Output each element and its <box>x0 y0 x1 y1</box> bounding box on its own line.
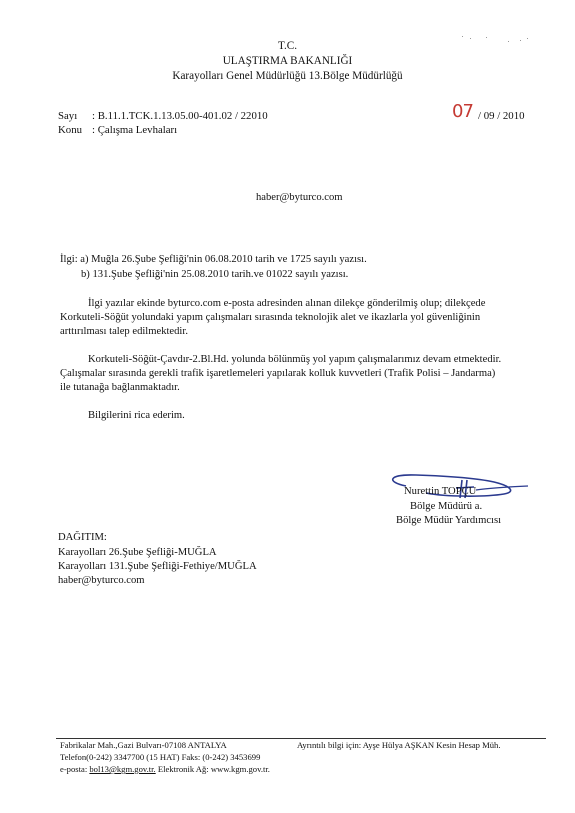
country-heading: T.C. <box>277 40 298 52</box>
footer-email-link[interactable]: bol13@kgm.gov.tr. <box>89 764 156 774</box>
distribution-heading: DAĞITIM: <box>58 532 107 543</box>
footer-email-label: e-posta: <box>60 764 88 774</box>
closing-line: Bilgilerini rica ederim. <box>88 410 185 421</box>
ilgi-b: b) 131.Şube Şefliği'nin 25.08.2010 tarih.ve 01022 sayılı yazısı. <box>81 269 349 280</box>
directorate-heading: Karayolları Genel Müdürlüğü 13.Bölge Müdürlüğü <box>172 70 403 82</box>
footer-address: Fabrikalar Mah.,Gazi Bulvarı-07108 ANTALYA <box>60 740 227 750</box>
distribution-item: Karayolları 131.Şube Şefliği-Fethiye/MUĞLA <box>58 561 257 572</box>
footer-contact-info: Ayrıntılı bilgi için: Ayşe Hülya AŞKAN Kesin Hesap Müh. <box>297 740 501 750</box>
signatory-title-2: Bölge Müdür Yardımcısı <box>396 515 502 526</box>
paragraph-2-line-2: Çalışmalar sırasında gerekli trafik işaretlemeleri yapılarak kolluk kuvvetleri (Trafik Polisi – Jandarma) <box>60 368 496 379</box>
handwritten-day: 07 <box>452 101 473 122</box>
footer-phone: Telefon(0-242) 3347700 (15 HAT) Faks: (0-242) 3453699 <box>60 752 261 762</box>
sayi-label: Sayı <box>58 110 78 122</box>
signatory-name: Nurettin TOPÇU <box>404 486 477 497</box>
konu-label: Konu <box>58 124 82 136</box>
footer-divider <box>56 738 546 739</box>
paragraph-1-line-3: arttırılması talep edilmektedir. <box>60 326 188 337</box>
signatory-title-1: Bölge Müdürü a. <box>410 501 483 512</box>
paragraph-2-line-1: Korkuteli-Söğüt-Çavdır-2.Bl.Hd. yolunda bölünmüş yol yapım çalışmalarımız devam etmektedir. <box>88 354 502 365</box>
distribution-item: haber@byturco.com <box>58 575 145 586</box>
footer-web: Elektronik Ağ: www.kgm.gov.tr. <box>157 764 270 774</box>
paragraph-1-line-1: İlgi yazılar ekinde byturco.com e-posta adresinden alınan dilekçe gönderilmiş olup; dilekçede <box>88 298 486 309</box>
date-rest: / 09 / 2010 <box>478 110 525 122</box>
ministry-heading: ULAŞTIRMA BAKANLIĞI <box>222 55 353 67</box>
distribution-item: Karayolları 26.Şube Şefliği-MUĞLA <box>58 547 217 558</box>
paragraph-1-line-2: Korkuteli-Söğüt yolundaki yapım çalışmaları sırasında teknolojik alet ve ikazlarla yol güvenliğinin <box>60 312 481 323</box>
footer-web-line <box>60 764 270 774</box>
konu-value: : Çalışma Levhaları <box>92 124 178 136</box>
sayi-value: : B.11.1.TCK.1.13.05.00-401.02 / 22010 <box>92 110 268 122</box>
ilgi-a: İlgi: a) Muğla 26.Şube Şefliği'nin 06.08.2010 tarih ve 1725 sayılı yazısı. <box>60 254 367 265</box>
paragraph-2-line-3: ile tutanağa bağlanmaktadır. <box>60 382 180 393</box>
recipient-email: haber@byturco.com <box>256 192 343 203</box>
